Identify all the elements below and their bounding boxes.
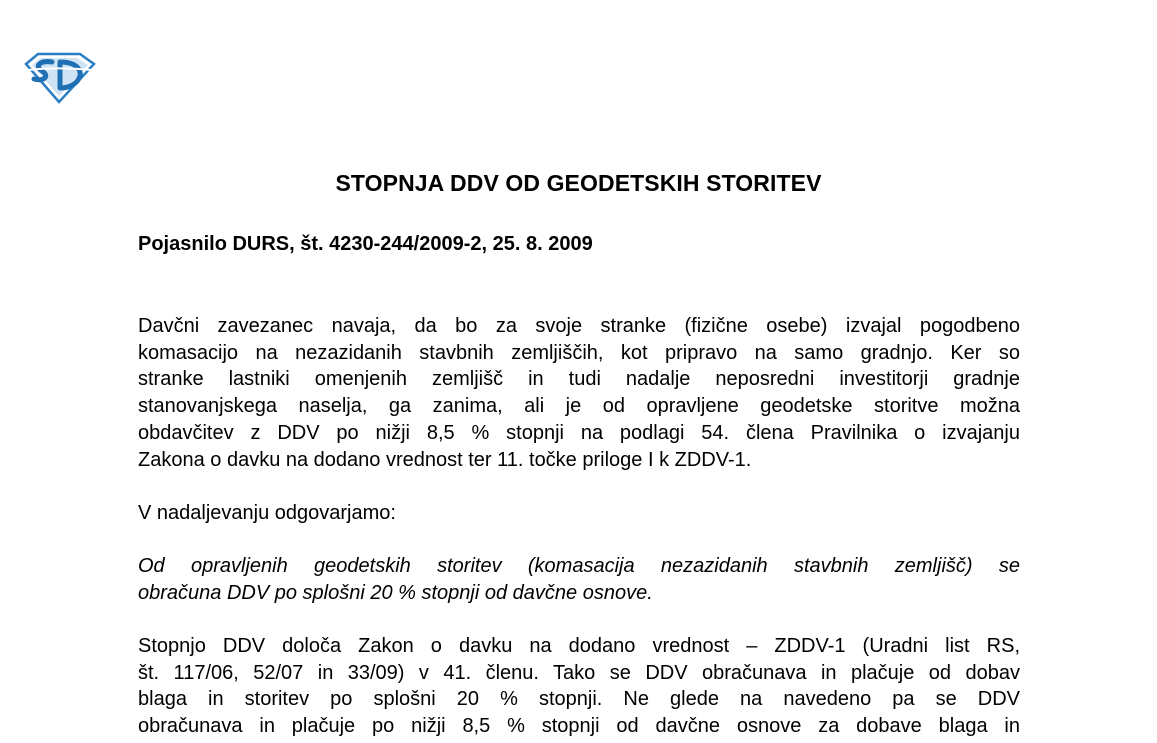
document-title: STOPNJA DDV OD GEODETSKIH STORITEV: [335, 170, 822, 196]
paragraph-line: Stopnjo DDV določa Zakon o davku na dodano vrednost – ZDDV-1 (Uradni list RS,: [138, 635, 1020, 657]
paragraph-answer-intro: V nadaljevanju odgovarjamo:: [138, 502, 396, 524]
paragraph-line: stranke lastniki omenjenih zemljišč in tudi nadalje neposredni investitorji gradnje: [138, 368, 1020, 391]
paragraph-line: blaga in storitev po splošni 20 % stopnji. Ne glede na navedeno pa se DDV: [138, 688, 1020, 711]
paragraph-line: št. 117/06, 52/07 in 33/09) v 41. členu. Tako se DDV obračunava in plačuje od dobav: [138, 661, 1020, 684]
paragraph-line: Zakona o davku na dodano vrednost ter 11. točke priloge I k ZDDV-1.: [138, 448, 752, 471]
paragraph-answer: [138, 553, 1020, 606]
paragraph-line: komasacijo na nezazidanih stavbnih zemljiščih, kot pripravo na samo gradnjo. Ker so: [138, 341, 1020, 364]
company-logo-icon: [22, 50, 96, 104]
paragraph-line: obdavčitev z DDV po nižji 8,5 % stopnji na podlagi 54. člena Pravilnika o izvajanju: [138, 421, 1020, 444]
paragraph-question: [138, 313, 1020, 473]
paragraph-line: obračunava in plačuje po nižji 8,5 % stopnji od davčne osnove za dobave blaga in: [138, 715, 1020, 738]
document-subtitle: Pojasnilo DURS, št. 4230-244/2009-2, 25. 8. 2009: [138, 233, 593, 255]
paragraph-line: obračuna DDV po splošni 20 % stopnji od davčne osnove.: [138, 581, 653, 604]
paragraph-explanation: [138, 633, 1020, 740]
paragraph-line: stanovanjskega naselja, ga zanima, ali je od opravljene geodetske storitve možna: [138, 395, 1020, 418]
paragraph-line: Davčni zavezanec navaja, da bo za svoje stranke (fizične osebe) izvajal pogodbeno: [138, 315, 1020, 337]
paragraph-line: Od opravljenih geodetskih storitev (komasacija nezazidanih stavbnih zemljišč) se: [138, 555, 1020, 577]
